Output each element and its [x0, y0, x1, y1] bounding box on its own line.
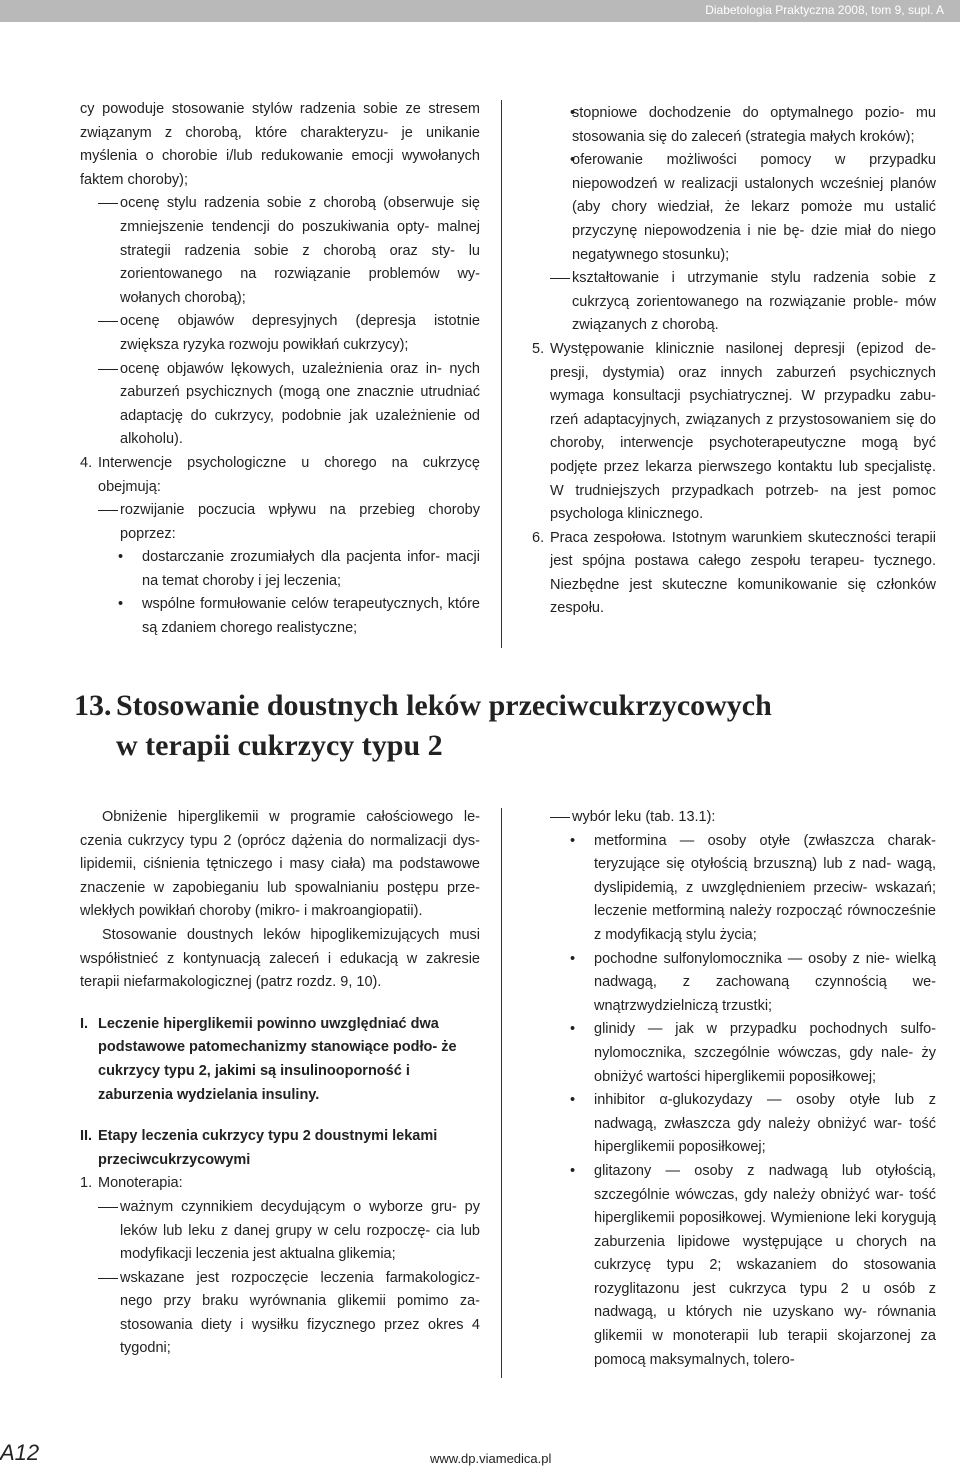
bullet-item: • oferowanie możliwości pomocy w przypadku niepowodzeń w realizacji ustalonych wcześniej planów (aby chory wiedział, że lekarz pomoże mu ustalić przyczynę niepowodzenia i nie bę- dzie miał do niego negatywnego stosunku);: [532, 149, 936, 267]
paragraph: Obniżenie hiperglikemii w programie całościowego le- czenia cukrzycy typu 2 (oprócz dążenia do normalizacji dys- lipidemii, ciśnienia tętniczego i masy ciała) ma podstawowe znaczenie w zapobieganiu lub spowalnianiu postępu prze- wlekłych powikłań choroby (mikro- i makroangiopatii).: [80, 809, 480, 920]
roman-item-1: [80, 1013, 480, 1107]
bullet-item: • dostarczanie zrozumiałych dla pacjenta infor- macji na temat choroby i jej leczenia;: [80, 546, 480, 593]
bullet-item: • stopniowe dochodzenie do optymalnego pozio- mu stosowania się do zaleceń (strategia małych kroków);: [532, 102, 936, 149]
bullet-item: • pochodne sulfonylomocznika — osoby z nie- wielką nadwagą, z zachowaną czynnością we- wnątrzwydzielniczą trzustki;: [532, 948, 936, 1019]
item-text: Występowanie klinicznie nasilonej depresji (epizod de- presji, dystymia) oraz innych zaburzeń psychicznych wymaga konsultacji psychiatrycznej. W przypadku zabu- rzeń adaptacyjnych, związanych z przystosowaniem się do choroby, interwencje psychoterapeutyczne mogą być podjęte przez lekarza pierwszego kontaktu lub specjalistę. W trudniejszych przypadkach potrzeb- na jest pomoc psychologa klinicznego.: [550, 340, 936, 523]
top-right-column: [532, 102, 936, 621]
item-text: Interwencje psychologiczne u chorego na cukrzycę obejmują:: [98, 454, 480, 495]
roman-text: Leczenie hiperglikemii powinno uwzględniać dwa podstawowe patomechanizmy stanowiące podło- że cukrzycy typu 2, jakimi są insulinooporność i zaburzenia wydzielania insuliny.: [98, 1015, 457, 1103]
item-text: Monoterapia:: [98, 1175, 183, 1192]
page-number: A12: [0, 1440, 40, 1465]
numbered-item-5: [532, 338, 936, 527]
bottom-left-column: [80, 806, 480, 1361]
item-number: 1.: [80, 1175, 93, 1192]
dash-item: ocenę objawów depresyjnych (depresja istotnie zwiększa ryzyka rozwoju powikłań cukrzycy);: [80, 310, 480, 357]
numbered-item-4: [80, 452, 480, 499]
roman-item-2: [80, 1125, 480, 1172]
section-title-line-1: Stosowanie doustnych leków przeciwcukrzycowych: [116, 689, 772, 722]
dash-item: ocenę stylu radzenia sobie z chorobą (obserwuje się zmniejszenie tendencji do poszukiwania opty- malnej strategii radzenia sobie z chorobą oraz sty- lu zorientowanego na rozwiązanie problemów wy- wołanych chorobą);: [80, 192, 480, 310]
section-title-line-2: w terapii cukrzycy typu 2: [116, 729, 443, 762]
dash-item: kształtowanie i utrzymanie stylu radzenia sobie z cukrzycą zorientowanego na rozwiązanie proble- mów związanych z chorobą.: [532, 267, 936, 338]
item-number: 6.: [532, 529, 545, 546]
journal-url[interactable]: www.dp.viamedica.pl: [430, 1451, 552, 1466]
running-header-bar: [0, 0, 960, 22]
column-divider: [501, 100, 502, 648]
top-left-column: [80, 98, 480, 641]
column-divider: [501, 808, 502, 1378]
section-heading: [74, 686, 874, 766]
dash-item: rozwijanie poczucia wpływu na przebieg choroby poprzez:: [80, 499, 480, 546]
roman-number: II.: [80, 1128, 93, 1145]
numbered-item-1: [80, 1172, 480, 1196]
continuation-text: cy powoduje stosowanie stylów radzenia sobie ze stresem związanym z chorobą, które charakteryzu- je unikanie myślenia o chorobie i/lub redukowanie emocji wywołanych faktem choroby);: [80, 101, 480, 188]
numbered-item-6: [532, 527, 936, 621]
bullet-item: • glitazony — osoby z nadwagą lub otyłością, szczególnie wówczas, gdy należy obniżyć war- tość hiperglikemii poposiłkowej. Wymienione leki korygują zaburzenia lipidowe występujące u chorych na cukrzycę typu 2; wskazaniem do stosowania rozyglitazonu jest cukrzyca typu 2 u osób z nadwagą, u których nie uzyskano wy- równania glikemii w monoterapii lub terapii skojarzonej za pomocą maksymalnych, tolero-: [532, 1160, 936, 1372]
item-number: 4.: [80, 454, 93, 471]
running-title: Diabetologia Praktyczna 2008, tom 9, supl. A: [705, 3, 944, 17]
dash-item: wskazane jest rozpoczęcie leczenia farmakologicz- nego przy braku wyrównania glikemii pomimo za- stosowania diety i wysiłku fizycznego przez okres 4 tygodni;: [80, 1267, 480, 1361]
item-text: Praca zespołowa. Istotnym warunkiem skuteczności terapii jest spójna postawa całego zespołu terapeu- tycznego. Niezbędne jest skuteczne komunikowanie się członków zespołu.: [550, 529, 936, 617]
dash-item: wybór leku (tab. 13.1):: [532, 806, 936, 830]
bullet-item: • metformina — osoby otyłe (zwłaszcza charak- teryzujące się otyłością brzuszną) lub z nad- wagą, dyslipidemią, z uwzględnieniem przeciw- wskazań; leczenie metforminą należy rozpocząć równocześnie z modyfikacją stylu życia;: [532, 830, 936, 948]
roman-text: Etapy leczenia cukrzycy typu 2 doustnymi lekami przeciwcukrzycowymi: [98, 1128, 438, 1168]
bullet-item: • inhibitor α-glukozydazy — osoby otyłe lub z nadwagą, zwłaszcza gdy należy obniżyć war- tość hiperglikemii poposiłkowej;: [532, 1089, 936, 1160]
bullet-item: • glinidy — jak w przypadku pochodnych sulfo- nylomocznika, szczególnie wówczas, gdy nale- ży obniżyć wartości hiperglikemii poposiłkowej;: [532, 1018, 936, 1089]
bullet-item: • wspólne formułowanie celów terapeutycznych, które są zdaniem chorego realistyczne;: [80, 593, 480, 640]
paragraph: Stosowanie doustnych leków hipoglikemizujących musi współistnieć z kontynuacją zaleceń i edukacją w zakresie terapii niefarmakologicznej (patrz rozdz. 9, 10).: [80, 926, 480, 991]
bottom-right-column: [532, 806, 936, 1372]
dash-item: ważnym czynnikiem decydującym o wyborze gru- py leków lub leku z danej grupy w celu rozpoczę- cia lub modyfikacji leczenia jest aktualna glikemia;: [80, 1196, 480, 1267]
item-number: 5.: [532, 340, 545, 357]
dash-item: ocenę objawów lękowych, uzależnienia oraz in- nych zaburzeń psychicznych (mogą one znacznie utrudniać adaptację do cukrzycy, podobnie jak uzależnienie od alkoholu).: [80, 358, 480, 452]
roman-number: I.: [80, 1015, 89, 1032]
section-number: 13.: [74, 689, 112, 722]
